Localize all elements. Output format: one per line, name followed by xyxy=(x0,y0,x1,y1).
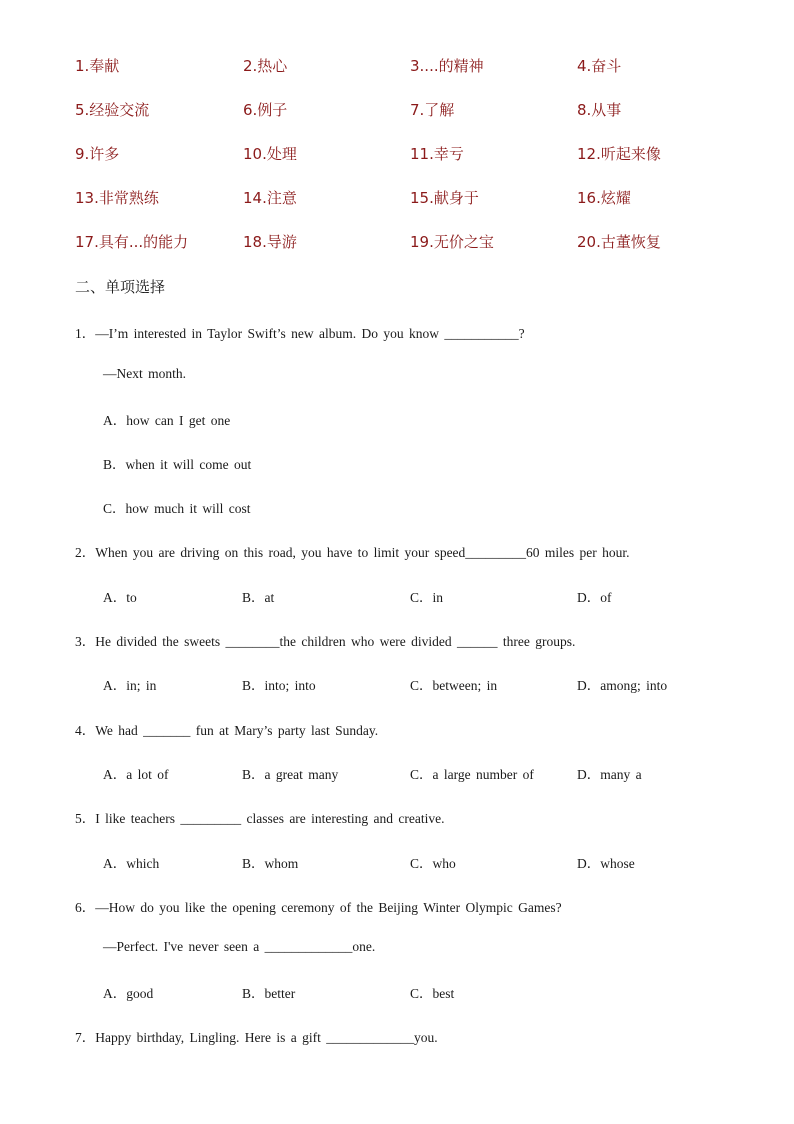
answer-option[interactable]: A．good xyxy=(103,986,154,1001)
answer-option[interactable]: C．how much it will cost xyxy=(103,501,251,516)
answer-option[interactable]: A．a lot of xyxy=(103,767,169,782)
question-stem: 7．Happy birthday, Lingling. Here is a gift _____________you. xyxy=(75,1030,438,1045)
vocab-item: 19.无价之宝 xyxy=(410,233,494,251)
answer-option[interactable]: A．in; in xyxy=(103,678,157,693)
vocab-item: 15.献身于 xyxy=(410,189,479,207)
vocab-row xyxy=(75,231,755,255)
vocab-row xyxy=(75,187,755,211)
vocab-item: 16.炫耀 xyxy=(577,189,631,207)
vocab-item: 8.从事 xyxy=(577,101,622,119)
vocab-item: 5.经验交流 xyxy=(75,101,150,119)
question-stem: 5．I like teachers _________ classes are interesting and creative. xyxy=(75,811,445,826)
vocab-item: 20.古董恢复 xyxy=(577,233,661,251)
question-stem: 4．We had _______ fun at Mary’s party last Sunday. xyxy=(75,723,379,738)
answer-option[interactable]: C．who xyxy=(410,856,456,871)
answer-option[interactable]: A．which xyxy=(103,856,160,871)
answer-option[interactable]: D．many a xyxy=(577,767,642,782)
answer-option[interactable]: B．a great many xyxy=(242,767,339,782)
answer-option[interactable]: B．at xyxy=(242,590,275,605)
vocab-item: 9.许多 xyxy=(75,145,120,163)
answer-option[interactable]: B．when it will come out xyxy=(103,457,252,472)
vocab-item: 7.了解 xyxy=(410,101,455,119)
answer-option[interactable]: B．better xyxy=(242,986,296,1001)
vocab-item: 17.具有...的能力 xyxy=(75,233,189,251)
vocab-row xyxy=(75,55,755,79)
question-response: —Perfect. I've never seen a _____________one. xyxy=(103,939,376,954)
vocab-item: 13.非常熟练 xyxy=(75,189,159,207)
vocab-item: 12.听起来像 xyxy=(577,145,661,163)
vocab-item: 2.热心 xyxy=(243,57,288,75)
vocab-item: 3....的精神 xyxy=(410,57,484,75)
question-stem: 2．When you are driving on this road, you have to limit your speed_________60 miles per hour. xyxy=(75,545,630,560)
vocab-item: 11.幸亏 xyxy=(410,145,464,163)
vocab-row xyxy=(75,99,755,123)
answer-option[interactable]: D．of xyxy=(577,590,612,605)
answer-option[interactable]: B．into; into xyxy=(242,678,316,693)
answer-option[interactable]: D．among; into xyxy=(577,678,668,693)
answer-option[interactable]: B．whom xyxy=(242,856,299,871)
vocab-item: 1.奉献 xyxy=(75,57,120,75)
answer-option[interactable]: C．in xyxy=(410,590,444,605)
vocab-item: 6.例子 xyxy=(243,101,288,119)
vocab-item: 10.处理 xyxy=(243,145,297,163)
answer-option[interactable]: C．a large number of xyxy=(410,767,534,782)
vocab-item: 14.注意 xyxy=(243,189,297,207)
vocab-row xyxy=(75,143,755,167)
section-title: 二、单项选择 xyxy=(75,278,166,296)
answer-option[interactable]: C．best xyxy=(410,986,455,1001)
question-response: —Next month. xyxy=(103,366,186,381)
question-stem: 1．—I’m interested in Taylor Swift’s new album. Do you know ___________? xyxy=(75,326,525,341)
answer-option[interactable]: A．to xyxy=(103,590,137,605)
vocab-item: 18.导游 xyxy=(243,233,297,251)
question-stem: 6．—How do you like the opening ceremony of the Beijing Winter Olympic Games? xyxy=(75,900,562,915)
answer-option[interactable]: C．between; in xyxy=(410,678,498,693)
answer-option[interactable]: D．whose xyxy=(577,856,635,871)
question-stem: 3．He divided the sweets ________the children who were divided ______ three groups. xyxy=(75,634,576,649)
answer-option[interactable]: A．how can I get one xyxy=(103,413,231,428)
vocab-item: 4.奋斗 xyxy=(577,57,622,75)
